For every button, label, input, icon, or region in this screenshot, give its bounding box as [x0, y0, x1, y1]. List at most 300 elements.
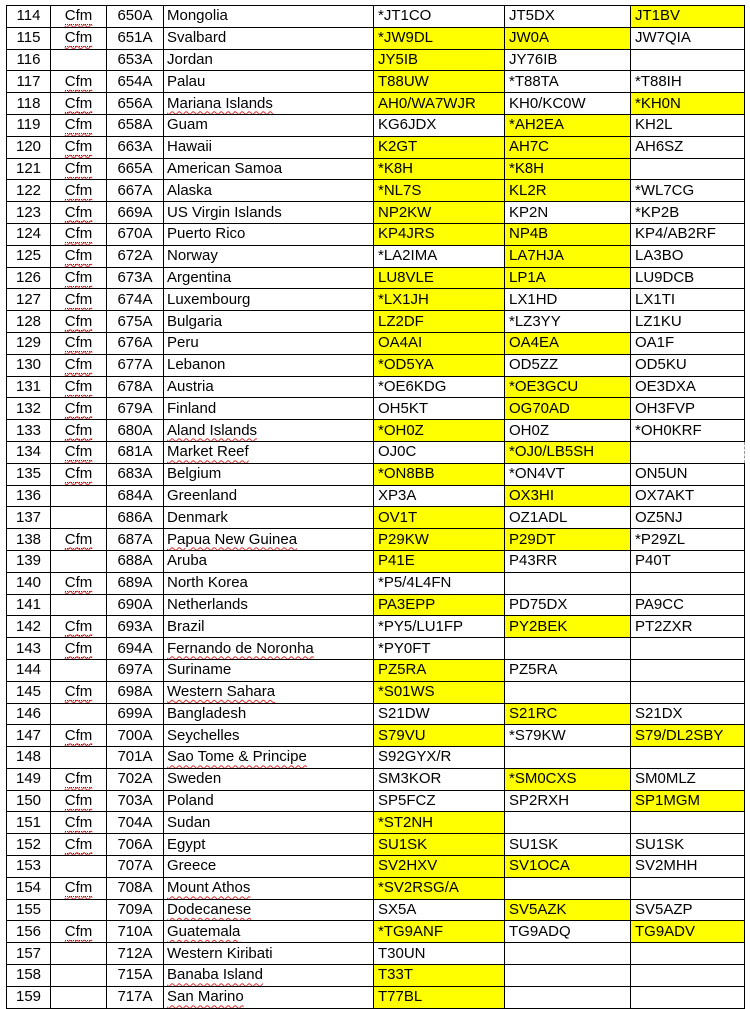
- entity-code: 676A: [107, 332, 164, 354]
- confirmed-label: Cfm: [64, 94, 93, 112]
- callsign-1: XP3A: [374, 485, 505, 507]
- callsign-2: JY76IB: [505, 49, 631, 71]
- row-number: 141: [7, 594, 51, 616]
- table-row: [7, 267, 745, 289]
- entity-name: Netherlands: [164, 594, 374, 616]
- callsign-1: *JT1CO: [374, 6, 505, 28]
- callsign-1: OH5KT: [374, 398, 505, 420]
- table-row: [7, 616, 745, 638]
- entity-name: San Marino: [164, 986, 374, 1008]
- callsign-3: OZ5NJ: [631, 507, 745, 529]
- row-number: 115: [7, 27, 51, 49]
- callsign-2: [505, 572, 631, 594]
- row-number: 147: [7, 725, 51, 747]
- confirmed-label: Cfm: [64, 530, 93, 548]
- confirmed-cell: [51, 376, 107, 398]
- confirmed-cell: [51, 812, 107, 834]
- callsign-1: PZ5RA: [374, 659, 505, 681]
- callsign-1: T77BL: [374, 986, 505, 1008]
- callsign-3: KP4/AB2RF: [631, 223, 745, 245]
- callsign-3: [631, 572, 745, 594]
- callsign-1: KP4JRS: [374, 223, 505, 245]
- row-number: 116: [7, 49, 51, 71]
- callsign-1: S21DW: [374, 703, 505, 725]
- callsign-2: *AH2EA: [505, 114, 631, 136]
- table-row: [7, 49, 745, 71]
- entity-name: Aruba: [164, 550, 374, 572]
- entity-code: 706A: [107, 834, 164, 856]
- entity-code: 651A: [107, 27, 164, 49]
- entity-name: Luxembourg: [164, 289, 374, 311]
- entity-code: 656A: [107, 93, 164, 115]
- entity-code: 663A: [107, 136, 164, 158]
- confirmed-cell: [51, 616, 107, 638]
- confirmed-cell: [51, 332, 107, 354]
- entity-code: 704A: [107, 812, 164, 834]
- entity-name: Aland Islands: [164, 420, 374, 442]
- entity-name: Svalbard: [164, 27, 374, 49]
- confirmed-cell: [51, 965, 107, 987]
- row-number: 144: [7, 659, 51, 681]
- table-row: [7, 812, 745, 834]
- confirmed-cell: [51, 768, 107, 790]
- confirmed-cell: [51, 681, 107, 703]
- table-row: [7, 376, 745, 398]
- row-number: 132: [7, 398, 51, 420]
- table-row: [7, 180, 745, 202]
- confirmed-cell: [51, 507, 107, 529]
- callsign-3: PT2ZXR: [631, 616, 745, 638]
- entity-name: Egypt: [164, 834, 374, 856]
- entity-code: 678A: [107, 376, 164, 398]
- entity-code: 680A: [107, 420, 164, 442]
- callsign-2: AH7C: [505, 136, 631, 158]
- confirmed-label: Cfm: [64, 159, 93, 177]
- entity-code: 679A: [107, 398, 164, 420]
- entity-code: 658A: [107, 114, 164, 136]
- callsign-3: JT1BV: [631, 6, 745, 28]
- callsign-2: *S79KW: [505, 725, 631, 747]
- callsign-3: [631, 659, 745, 681]
- callsign-2: [505, 943, 631, 965]
- entity-code: 699A: [107, 703, 164, 725]
- confirmed-cell: [51, 725, 107, 747]
- table-row: [7, 638, 745, 660]
- confirmed-label: Cfm: [64, 617, 93, 635]
- entity-name: Guam: [164, 114, 374, 136]
- callsign-1: T33T: [374, 965, 505, 987]
- callsign-3: [631, 441, 745, 463]
- confirmed-cell: [51, 202, 107, 224]
- confirmed-cell: [51, 899, 107, 921]
- confirmed-cell: [51, 311, 107, 333]
- row-number: 150: [7, 790, 51, 812]
- callsign-2: *K8H: [505, 158, 631, 180]
- callsign-2: OZ1ADL: [505, 507, 631, 529]
- table-row: [7, 311, 745, 333]
- row-number: 118: [7, 93, 51, 115]
- entity-name: Alaska: [164, 180, 374, 202]
- confirmed-cell: [51, 921, 107, 943]
- confirmed-label: Cfm: [64, 465, 93, 483]
- callsign-2: [505, 681, 631, 703]
- entity-code: 654A: [107, 71, 164, 93]
- callsign-1: LZ2DF: [374, 311, 505, 333]
- callsign-1: SU1SK: [374, 834, 505, 856]
- confirmed-cell: [51, 267, 107, 289]
- callsign-1: SM3KOR: [374, 768, 505, 790]
- callsign-3: SM0MLZ: [631, 768, 745, 790]
- confirmed-label: Cfm: [64, 726, 93, 744]
- entity-name: Belgium: [164, 463, 374, 485]
- entity-code: 687A: [107, 529, 164, 551]
- callsign-1: P29KW: [374, 529, 505, 551]
- callsign-3: *KH0N: [631, 93, 745, 115]
- callsign-2: KL2R: [505, 180, 631, 202]
- confirmed-label: Cfm: [64, 835, 93, 853]
- callsign-1: OV1T: [374, 507, 505, 529]
- confirmed-label: Cfm: [64, 356, 93, 374]
- confirmed-cell: [51, 158, 107, 180]
- callsign-3: [631, 943, 745, 965]
- callsign-3: ON5UN: [631, 463, 745, 485]
- entity-name: Guatemala: [164, 921, 374, 943]
- confirmed-label: Cfm: [64, 138, 93, 156]
- callsign-1: SX5A: [374, 899, 505, 921]
- entity-code: 703A: [107, 790, 164, 812]
- entity-code: 650A: [107, 6, 164, 28]
- row-number: 140: [7, 572, 51, 594]
- confirmed-cell: [51, 529, 107, 551]
- confirmed-cell: [51, 703, 107, 725]
- confirmed-cell: [51, 856, 107, 878]
- entity-name: Greece: [164, 856, 374, 878]
- callsign-3: LA3BO: [631, 245, 745, 267]
- row-number: 137: [7, 507, 51, 529]
- callsign-1: *K8H: [374, 158, 505, 180]
- row-number: 121: [7, 158, 51, 180]
- callsign-1: T88UW: [374, 71, 505, 93]
- entity-name: Hawaii: [164, 136, 374, 158]
- callsign-1: *OE6KDG: [374, 376, 505, 398]
- callsign-3: [631, 877, 745, 899]
- confirmed-cell: [51, 398, 107, 420]
- callsign-3: LZ1KU: [631, 311, 745, 333]
- callsign-2: NP4B: [505, 223, 631, 245]
- confirmed-label: Cfm: [64, 247, 93, 265]
- callsign-2: P43RR: [505, 550, 631, 572]
- entity-code: 693A: [107, 616, 164, 638]
- confirmed-label: Cfm: [64, 639, 93, 657]
- callsign-2: SU1SK: [505, 834, 631, 856]
- callsign-1: SP5FCZ: [374, 790, 505, 812]
- confirmed-label: Cfm: [64, 879, 93, 897]
- entity-code: 675A: [107, 311, 164, 333]
- table-row: [7, 572, 745, 594]
- row-number: 117: [7, 71, 51, 93]
- callsign-1: LU8VLE: [374, 267, 505, 289]
- entity-code: 710A: [107, 921, 164, 943]
- row-number: 153: [7, 856, 51, 878]
- callsign-1: *TG9ANF: [374, 921, 505, 943]
- entity-code: 690A: [107, 594, 164, 616]
- confirmed-cell: [51, 27, 107, 49]
- confirmed-label: Cfm: [64, 813, 93, 831]
- callsign-1: PA3EPP: [374, 594, 505, 616]
- table-row: [7, 899, 745, 921]
- callsign-3: [631, 49, 745, 71]
- callsign-2: KP2N: [505, 202, 631, 224]
- row-number: 119: [7, 114, 51, 136]
- entity-name: Peru: [164, 332, 374, 354]
- row-number: 122: [7, 180, 51, 202]
- callsign-2: SP2RXH: [505, 790, 631, 812]
- callsign-2: TG9ADQ: [505, 921, 631, 943]
- callsign-3: OX7AKT: [631, 485, 745, 507]
- table-row: [7, 550, 745, 572]
- table-row: [7, 245, 745, 267]
- callsign-3: SV5AZP: [631, 899, 745, 921]
- entity-name: Mount Athos: [164, 877, 374, 899]
- confirmed-label: Cfm: [64, 770, 93, 788]
- callsign-1: *OH0Z: [374, 420, 505, 442]
- callsign-2: SV1OCA: [505, 856, 631, 878]
- callsign-3: KH2L: [631, 114, 745, 136]
- table-row: [7, 768, 745, 790]
- row-number: 155: [7, 899, 51, 921]
- callsign-1: T30UN: [374, 943, 505, 965]
- confirmed-label: Cfm: [64, 922, 93, 940]
- table-row: [7, 507, 745, 529]
- entity-code: 708A: [107, 877, 164, 899]
- confirmed-label: Cfm: [64, 574, 93, 592]
- entity-name: Mariana Islands: [164, 93, 374, 115]
- confirmed-label: Cfm: [64, 399, 93, 417]
- confirmed-cell: [51, 877, 107, 899]
- confirmed-label: Cfm: [64, 334, 93, 352]
- callsign-3: OH3FVP: [631, 398, 745, 420]
- callsign-2: *ON4VT: [505, 463, 631, 485]
- row-number: 128: [7, 311, 51, 333]
- row-number: 135: [7, 463, 51, 485]
- callsign-1: *JW9DL: [374, 27, 505, 49]
- row-number: 114: [7, 6, 51, 28]
- entity-name: Dodecanese: [164, 899, 374, 921]
- confirmed-label: Cfm: [64, 72, 93, 90]
- confirmed-cell: [51, 114, 107, 136]
- table-row: [7, 485, 745, 507]
- callsign-3: [631, 986, 745, 1008]
- row-number: 151: [7, 812, 51, 834]
- callsign-3: OA1F: [631, 332, 745, 354]
- row-number: 142: [7, 616, 51, 638]
- row-number: 134: [7, 441, 51, 463]
- entity-code: 670A: [107, 223, 164, 245]
- confirmed-cell: [51, 420, 107, 442]
- entity-name: Market Reef: [164, 441, 374, 463]
- entity-name: US Virgin Islands: [164, 202, 374, 224]
- table-row: [7, 681, 745, 703]
- confirmed-cell: [51, 354, 107, 376]
- table-row: [7, 965, 745, 987]
- confirmed-label: Cfm: [64, 792, 93, 810]
- entity-code: 702A: [107, 768, 164, 790]
- callsign-2: P29DT: [505, 529, 631, 551]
- row-number: 157: [7, 943, 51, 965]
- row-number: 146: [7, 703, 51, 725]
- callsign-2: PY2BEK: [505, 616, 631, 638]
- entity-code: 712A: [107, 943, 164, 965]
- confirmed-cell: [51, 245, 107, 267]
- confirmed-label: Cfm: [64, 29, 93, 47]
- entity-name: Sao Tome & Principe: [164, 747, 374, 769]
- callsign-3: [631, 681, 745, 703]
- callsign-2: [505, 877, 631, 899]
- entity-code: 681A: [107, 441, 164, 463]
- table-row: [7, 289, 745, 311]
- table-row: [7, 136, 745, 158]
- confirmed-label: Cfm: [64, 312, 93, 330]
- callsign-2: [505, 638, 631, 660]
- entity-name: Western Kiribati: [164, 943, 374, 965]
- callsign-2: S21RC: [505, 703, 631, 725]
- callsign-3: TG9ADV: [631, 921, 745, 943]
- table-row: [7, 594, 745, 616]
- callsign-2: LP1A: [505, 267, 631, 289]
- callsign-3: *WL7CG: [631, 180, 745, 202]
- row-number: 136: [7, 485, 51, 507]
- table-row: [7, 354, 745, 376]
- entity-name: Mongolia: [164, 6, 374, 28]
- confirmed-cell: [51, 594, 107, 616]
- callsign-3: LU9DCB: [631, 267, 745, 289]
- entity-code: 698A: [107, 681, 164, 703]
- table-row: [7, 790, 745, 812]
- entity-name: Banaba Island: [164, 965, 374, 987]
- row-number: 158: [7, 965, 51, 987]
- callsign-1: *PY0FT: [374, 638, 505, 660]
- callsign-1: *P5/4L4FN: [374, 572, 505, 594]
- row-number: 154: [7, 877, 51, 899]
- callsign-1: AH0/WA7WJR: [374, 93, 505, 115]
- row-number: 129: [7, 332, 51, 354]
- entity-name: American Samoa: [164, 158, 374, 180]
- entity-name: Norway: [164, 245, 374, 267]
- callsign-1: OA4AI: [374, 332, 505, 354]
- confirmed-cell: [51, 463, 107, 485]
- row-number: 145: [7, 681, 51, 703]
- callsign-3: *T88IH: [631, 71, 745, 93]
- row-number: 159: [7, 986, 51, 1008]
- confirmed-cell: [51, 136, 107, 158]
- callsign-3: *KP2B: [631, 202, 745, 224]
- entity-name: Brazil: [164, 616, 374, 638]
- table-row: [7, 332, 745, 354]
- confirmed-cell: [51, 790, 107, 812]
- row-number: 125: [7, 245, 51, 267]
- callsign-3: SV2MHH: [631, 856, 745, 878]
- callsign-1: *OD5YA: [374, 354, 505, 376]
- callsign-2: PD75DX: [505, 594, 631, 616]
- entity-name: Jordan: [164, 49, 374, 71]
- table-row: [7, 659, 745, 681]
- confirmed-label: Cfm: [64, 7, 93, 25]
- callsign-2: [505, 812, 631, 834]
- table-row: [7, 223, 745, 245]
- confirmed-cell: [51, 747, 107, 769]
- callsign-1: *NL7S: [374, 180, 505, 202]
- callsign-1: *PY5/LU1FP: [374, 616, 505, 638]
- confirmed-cell: [51, 550, 107, 572]
- entity-name: Denmark: [164, 507, 374, 529]
- table-row: [7, 420, 745, 442]
- callsign-3: OD5KU: [631, 354, 745, 376]
- callsign-2: SV5AZK: [505, 899, 631, 921]
- callsign-2: *OE3GCU: [505, 376, 631, 398]
- entity-name: North Korea: [164, 572, 374, 594]
- callsign-2: PZ5RA: [505, 659, 631, 681]
- entity-code: 674A: [107, 289, 164, 311]
- entity-code: 683A: [107, 463, 164, 485]
- callsign-1: SV2HXV: [374, 856, 505, 878]
- entity-code: 686A: [107, 507, 164, 529]
- entity-name: Sudan: [164, 812, 374, 834]
- entity-code: 697A: [107, 659, 164, 681]
- callsign-2: JW0A: [505, 27, 631, 49]
- entity-name: Palau: [164, 71, 374, 93]
- entity-code: 669A: [107, 202, 164, 224]
- table-row: [7, 943, 745, 965]
- table-row: [7, 441, 745, 463]
- callsign-2: *T88TA: [505, 71, 631, 93]
- entity-name: Austria: [164, 376, 374, 398]
- confirmed-cell: [51, 93, 107, 115]
- row-number: 149: [7, 768, 51, 790]
- confirmed-cell: [51, 6, 107, 28]
- entity-name: Bulgaria: [164, 311, 374, 333]
- callsign-2: OX3HI: [505, 485, 631, 507]
- callsign-1: KG6JDX: [374, 114, 505, 136]
- callsign-1: *LX1JH: [374, 289, 505, 311]
- callsign-3: P40T: [631, 550, 745, 572]
- entity-code: 717A: [107, 986, 164, 1008]
- callsign-3: [631, 158, 745, 180]
- entity-name: Argentina: [164, 267, 374, 289]
- callsign-2: LA7HJA: [505, 245, 631, 267]
- confirmed-cell: [51, 71, 107, 93]
- callsign-1: *ST2NH: [374, 812, 505, 834]
- confirmed-cell: [51, 943, 107, 965]
- row-number: 148: [7, 747, 51, 769]
- table-row: [7, 877, 745, 899]
- callsign-1: *S01WS: [374, 681, 505, 703]
- confirmed-cell: [51, 180, 107, 202]
- confirmed-cell: [51, 638, 107, 660]
- table-row: [7, 921, 745, 943]
- table-row: [7, 463, 745, 485]
- entity-name: Poland: [164, 790, 374, 812]
- callsign-1: *SV2RSG/A: [374, 877, 505, 899]
- table-row: [7, 986, 745, 1008]
- entity-code: 684A: [107, 485, 164, 507]
- callsign-2: *LZ3YY: [505, 311, 631, 333]
- confirmed-cell: [51, 572, 107, 594]
- callsign-3: JW7QIA: [631, 27, 745, 49]
- callsign-1: S92GYX/R: [374, 747, 505, 769]
- table-row: [7, 158, 745, 180]
- confirmed-cell: [51, 986, 107, 1008]
- confirmed-label: Cfm: [64, 268, 93, 286]
